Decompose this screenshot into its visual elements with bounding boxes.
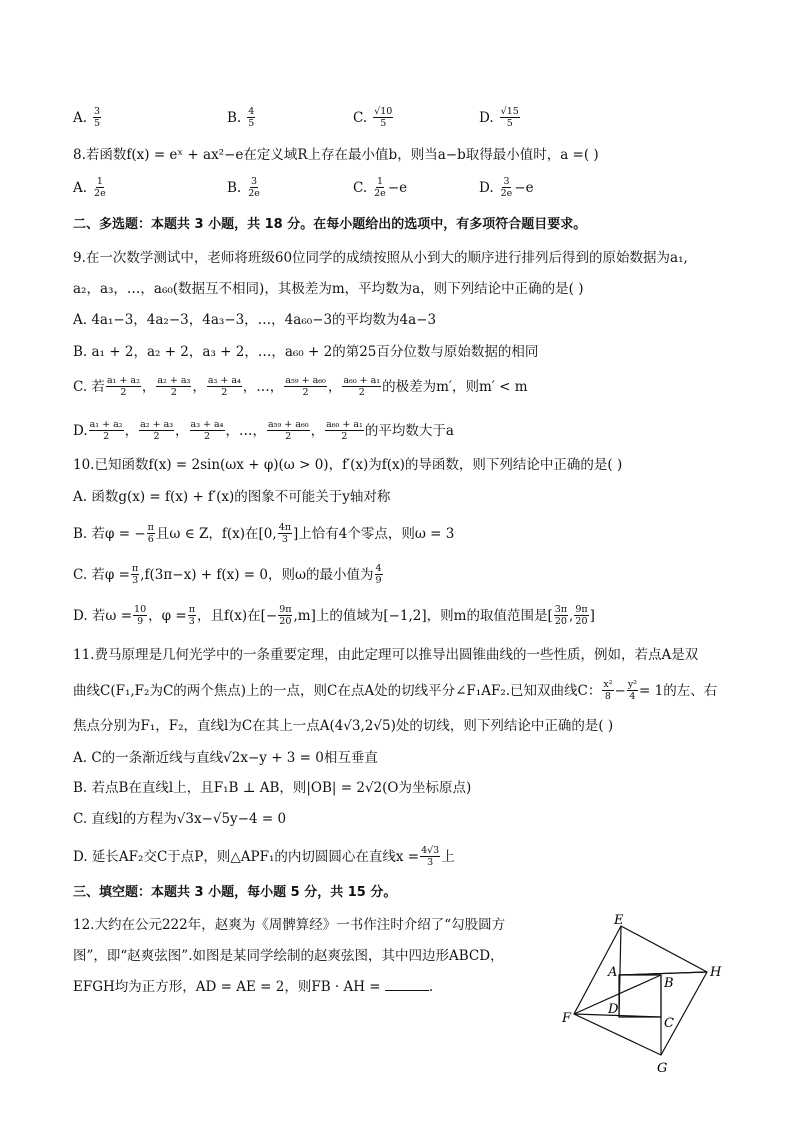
fraction: $\frac{\text{a₆₀ + a₁}}{2}$	[343, 375, 381, 398]
zhao-shuang-figure	[560, 910, 740, 1080]
q12-line2: 图”，即“赵爽弦图”.如图是某同学绘制的赵爽弦图，其中四边形ABCD，	[73, 948, 504, 964]
q10-option-c[interactable]: C. 若φ = $\frac{\pi}{3}$ ,f(3π−x) + f(x) = 0，则ω的最小值为 $\frac{4}{9}$	[73, 563, 382, 586]
fraction: $\frac{\text{a₁ + a₂}}{2}$	[106, 375, 140, 398]
q8-option-c[interactable]: C. $\frac{1}{2e}$ −e	[353, 176, 408, 199]
square-efgh	[574, 926, 707, 1055]
section-3-heading: 三、填空题：本题共 3 小题，每小题 5 分，共 15 分。	[73, 885, 397, 900]
fraction: $\frac{\text{a₂ + a₃}}{2}$	[140, 419, 174, 442]
q7-option-c[interactable]: C. $\frac{√10}{5}$	[353, 106, 393, 129]
label-e: E	[614, 913, 624, 928]
fraction: $\frac{1}{2e}$	[94, 176, 106, 199]
q8-option-b[interactable]: B. $\frac{3}{2e}$	[227, 176, 260, 199]
fraction: $\frac{4}{5}$	[248, 106, 255, 129]
q11-stem-line2: 曲线C(F₁,F₂为C的两个焦点)上的一点，则C在点A处的切线平分∠F₁AF₂.已知双曲线C： $\frac{\text{x²}}{8}$ − $\frac{\text{y²}}{4}$ = 1的左、右	[73, 679, 718, 702]
fraction: $\frac{3}{5}$	[94, 106, 101, 129]
fraction: $\frac{\text{a₂ + a₃}}{2}$	[157, 375, 191, 398]
q11-stem-line3: 焦点分别为F₁，F₂，直线l为C在其上一点A(4√3,2√5)处的切线，则下列结论中正确的是( )	[73, 718, 614, 734]
fraction: $\frac{1}{2e}$	[374, 176, 386, 199]
q8-option-d[interactable]: D. $\frac{3}{2e}$ −e	[479, 176, 534, 199]
q9-stem-line2: a₂，a₃，…，a₆₀(数据互不相同)，其极差为m，平均数为a，则下列结论中正确的是( )	[73, 281, 584, 297]
fraction: $\frac{\pi}{6}$	[147, 522, 154, 545]
q9-option-b[interactable]: B. a₁ + 2，a₂ + 2，a₃ + 2，…，a₆₀ + 2的第25百分位数与原始数据的相同	[73, 344, 539, 360]
q8-option-a[interactable]: A. $\frac{1}{2e}$	[73, 176, 106, 199]
fraction: $\frac{\text{a₁ + a₂}}{2}$	[89, 419, 123, 442]
fraction: $\frac{9\pi}{20}$	[279, 604, 292, 627]
q10-option-a[interactable]: A. 函数g(x) = f(x) + f′(x)的图象不可能关于y轴对称	[73, 489, 391, 505]
label-f: F	[562, 1011, 572, 1026]
label-d: D	[608, 1002, 619, 1017]
q7-options	[73, 106, 773, 136]
q9-option-d[interactable]: D. $\frac{\text{a₁ + a₂}}{2}$ ， $\frac{\text{a₂ + a₃}}{2}$ ， $\frac{\text{a₃ + a₄}}{2}$ ， …， $\frac{\text{a₅₉ + a₆₀}}{2}$ ， $\frac{\text{a₆₀ + a₁}}{2}$ 的平均数大于a	[73, 419, 454, 442]
q7-option-a[interactable]: A. $\frac{3}{5}$	[73, 106, 101, 129]
square-abcd	[619, 975, 661, 1017]
fraction: $\frac{3}{2e}$	[248, 176, 260, 199]
q12-line1: 12.大约在公元222年，赵爽为《周髀算经》一书作注时介绍了“勾股圆方	[73, 917, 506, 933]
fraction: $\frac{4\pi}{3}$	[278, 522, 291, 545]
label-a: A	[608, 965, 618, 980]
q11-option-a[interactable]: A. C的一条渐近线与直线√2x−y + 3 = 0相互垂直	[73, 750, 378, 766]
q7-option-d[interactable]: D. $\frac{√15}{5}$	[479, 106, 519, 129]
q11-option-b[interactable]: B. 若点B在直线l上，且F₁B ⊥ AB，则|OB| = 2√2(O为坐标原点)	[73, 780, 472, 796]
fraction: $\frac{\pi}{3}$	[188, 604, 195, 627]
q7-option-b[interactable]: B. $\frac{4}{5}$	[227, 106, 255, 129]
fraction: $\frac{\text{y²}}{4}$	[627, 679, 638, 702]
fraction: $\frac{\text{a₃ + a₄}}{2}$	[207, 375, 241, 398]
q11-option-c[interactable]: C. 直线l的方程为√3x−√5y−4 = 0	[73, 811, 287, 827]
fraction: $\frac{4}{9}$	[375, 563, 382, 586]
fraction: $\frac{\text{a₅₉ + a₆₀}}{2}$	[268, 419, 309, 442]
fraction: $\frac{4√3}{3}$	[421, 845, 440, 868]
label-c: C	[664, 1016, 674, 1031]
q8-stem: 8.若函数f(x) = eˣ + ax²−e在定义域R上存在最小值b，则当a−b取得最小值时，a =( )	[73, 147, 599, 163]
fraction: $\frac{√10}{5}$	[374, 106, 393, 129]
q9-option-a[interactable]: A. 4a₁−3，4a₂−3，4a₃−3，…，4a₆₀−3的平均数为4a−3	[73, 312, 437, 328]
label-h: H	[710, 965, 722, 980]
fraction: $\frac{9\pi}{20}$	[575, 604, 588, 627]
q9-stem-line1: 9.在一次数学测试中，老师将班级60位同学的成绩按照从小到大的顺序进行排列后得到的原始数据为a₁,	[73, 250, 688, 266]
fraction: $\frac{\pi}{3}$	[132, 563, 139, 586]
fraction: $\frac{\text{x²}}{8}$	[603, 679, 613, 702]
answer-blank[interactable]	[385, 978, 429, 991]
segment-ah	[619, 972, 707, 975]
q11-stem-line1: 11.费马原理是几何光学中的一条重要定理，由此定理可以推导出圆锥曲线的一些性质，例如，若点A是双	[73, 647, 699, 663]
q12-line3: EFGH均为正方形，AD = AE = 2，则FB · AH = .	[73, 979, 434, 995]
q8-options	[73, 176, 773, 206]
section-2-heading: 二、多选题：本题共 3 小题，共 18 分。在每小题给出的选项中，有多项符合题目要求。	[73, 217, 587, 232]
q10-option-d[interactable]: D. 若ω = $\frac{10}{9}$ ，φ = $\frac{\pi}{3}$ ，且f(x)在[− $\frac{9\pi}{20}$ ,m]上的值域为[−1,2]，则m的取值范围是[ $\frac{3\pi}{20}$ , $\frac{9\pi}{20}$ ]	[73, 604, 595, 627]
q9-option-c[interactable]: C. 若 $\frac{\text{a₁ + a₂}}{2}$ ， $\frac{\text{a₂ + a₃}}{2}$ ， $\frac{\text{a₃ + a₄}}{2}$ ， …， $\frac{\text{a₅₉ + a₆₀}}{2}$ ， $\frac{\text{a₆₀ + a₁}}{2}$ 的极差为m′，则m′ < m	[73, 375, 528, 398]
fraction: $\frac{√15}{5}$	[500, 106, 519, 129]
fraction: $\frac{\text{a₅₉ + a₆₀}}{2}$	[285, 375, 326, 398]
label-b: B	[664, 976, 674, 991]
q10-option-b[interactable]: B. 若φ = − $\frac{\pi}{6}$ 且ω ∈ Z，f(x)在[0, $\frac{4\pi}{3}$ ]上恰有4个零点，则ω = 3	[73, 522, 455, 545]
fraction: $\frac{10}{9}$	[134, 604, 147, 627]
fraction: $\frac{\text{a₃ + a₄}}{2}$	[190, 419, 224, 442]
fraction: $\frac{3}{2e}$	[500, 176, 513, 199]
q11-option-d[interactable]: D. 延长AF₂交C于点P，则△APF₁的内切圆圆心在直线x = $\frac{4√3}{3}$ 上	[73, 845, 455, 868]
fraction: $\frac{3\pi}{20}$	[554, 604, 568, 627]
fraction: $\frac{\text{a₆₀ + a₁}}{2}$	[326, 419, 363, 442]
q10-stem: 10.已知函数f(x) = 2sin(ωx + φ)(ω > 0)，f′(x)为f(x)的导函数，则下列结论中正确的是( )	[73, 457, 623, 473]
label-g: G	[657, 1061, 668, 1076]
